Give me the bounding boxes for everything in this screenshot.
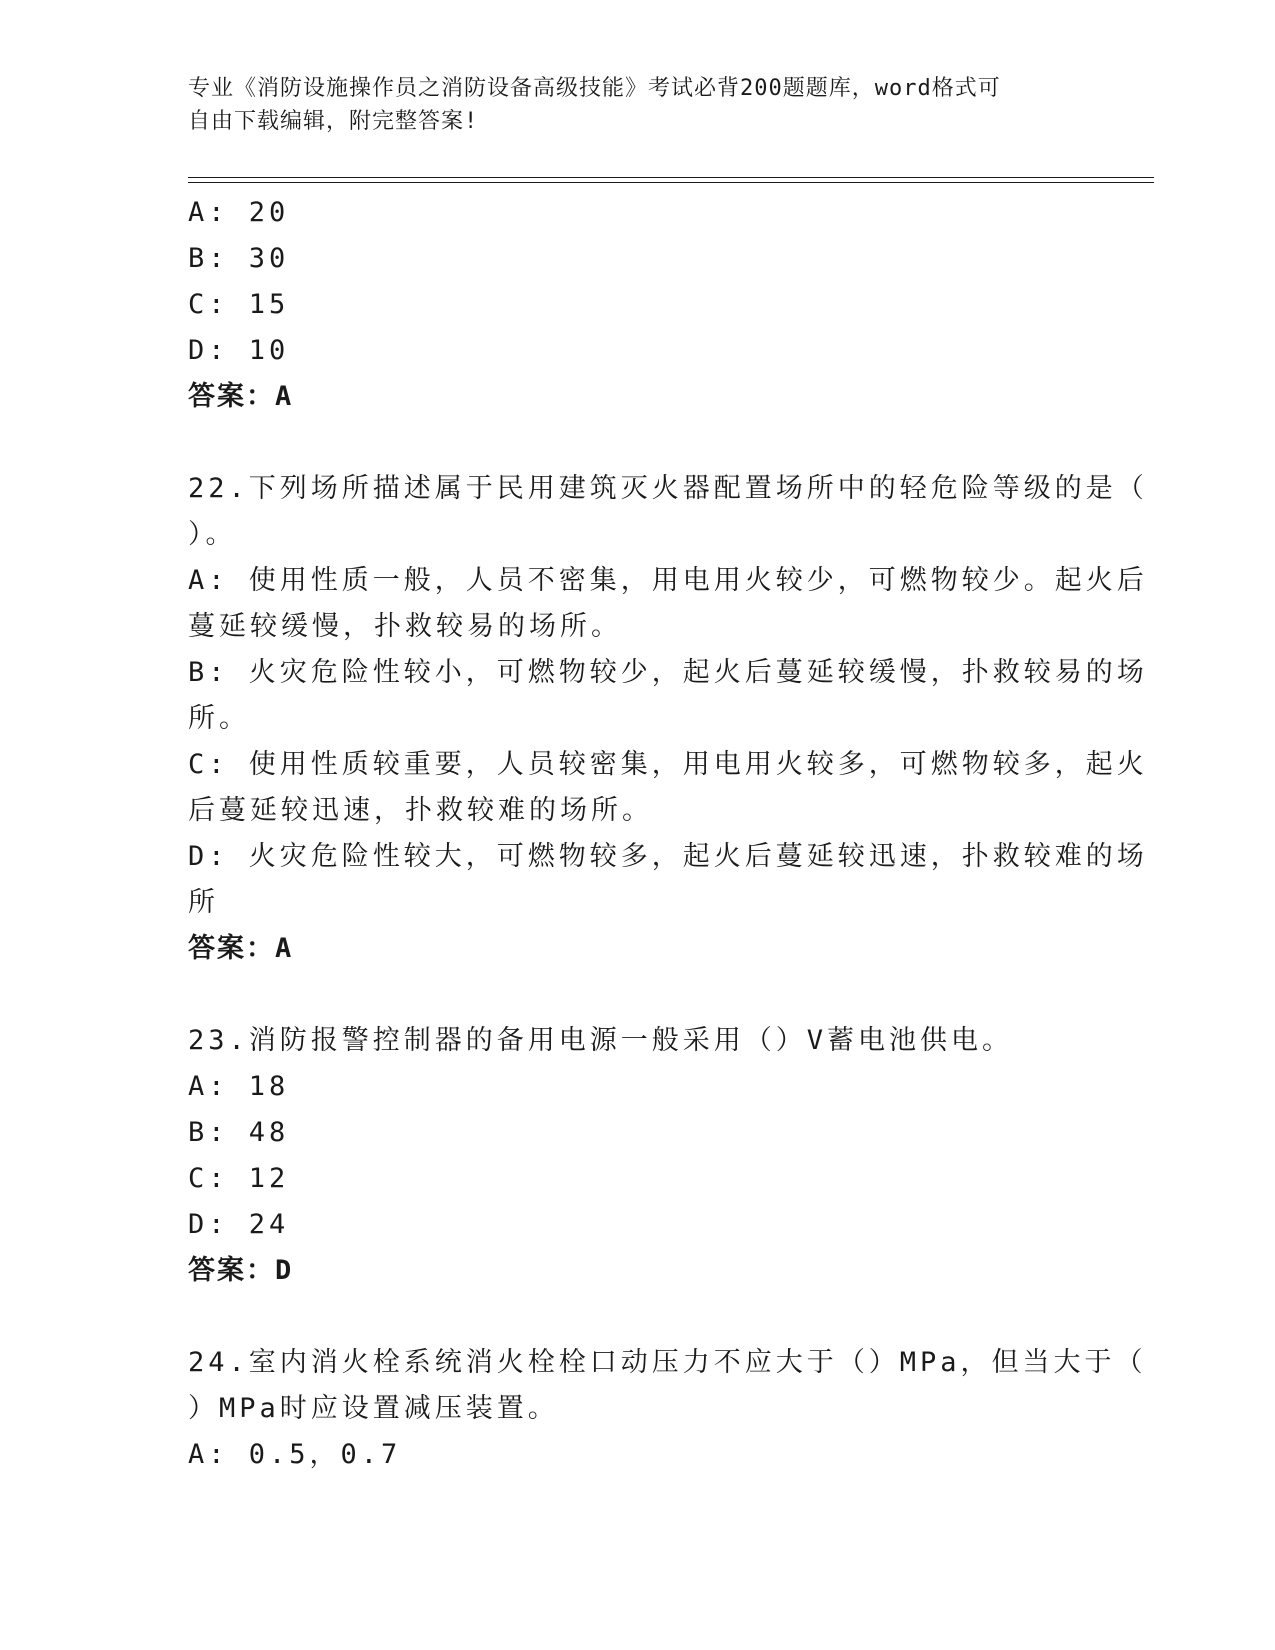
spacer bbox=[188, 1294, 1068, 1340]
answer: 答案：D bbox=[188, 1255, 294, 1286]
option-b: B: 48 bbox=[188, 1117, 290, 1148]
question-24 bbox=[188, 1340, 1147, 1478]
spacer bbox=[188, 972, 1068, 1018]
question-22 bbox=[188, 466, 1148, 972]
header-line-2: 自由下载编辑，附完整答案! bbox=[188, 109, 479, 134]
option-b-cont: 所。 bbox=[188, 703, 250, 734]
option-d-cont: 所 bbox=[188, 887, 219, 918]
option-d: D: 10 bbox=[188, 335, 290, 366]
header-rule-top bbox=[188, 177, 1154, 178]
answer: 答案：A bbox=[188, 381, 294, 412]
option-a-cont: 蔓延较缓慢，扑救较易的场所。 bbox=[188, 611, 622, 642]
answer: 答案：A bbox=[188, 933, 294, 964]
question-stem-cont: ）MPa时应设置减压装置。 bbox=[188, 1393, 559, 1424]
option-a: A: 20 bbox=[188, 197, 290, 228]
document-header bbox=[188, 72, 1088, 138]
option-c: C: 15 bbox=[188, 289, 290, 320]
spacer bbox=[188, 420, 1068, 466]
option-c: C: 使用性质较重要，人员较密集，用电用火较多，可燃物较多，起火 bbox=[188, 749, 1148, 780]
option-c: C: 12 bbox=[188, 1163, 290, 1194]
question-stem-cont: ）。 bbox=[188, 519, 237, 550]
option-b: B: 火灾危险性较小，可燃物较少，起火后蔓延较缓慢，扑救较易的场 bbox=[188, 657, 1148, 688]
option-d: D: 24 bbox=[188, 1209, 290, 1240]
option-c-cont: 后蔓延较迅速，扑救较难的场所。 bbox=[188, 795, 653, 826]
option-a: A: 使用性质一般，人员不密集，用电用火较少，可燃物较少。起火后 bbox=[188, 565, 1148, 596]
question-23 bbox=[188, 1018, 1068, 1294]
question-stem: 22.下列场所描述属于民用建筑灭火器配置场所中的轻危险等级的是（ bbox=[188, 473, 1148, 504]
header-rule-bottom bbox=[188, 182, 1154, 183]
option-a: A: 0.5，0.7 bbox=[188, 1439, 402, 1470]
question-stem: 23.消防报警控制器的备用电源一般采用（）V蓄电池供电。 bbox=[188, 1025, 1014, 1056]
question-content bbox=[188, 190, 1148, 1478]
option-d: D: 火灾危险性较大，可燃物较多，起火后蔓延较迅速，扑救较难的场 bbox=[188, 841, 1148, 872]
option-b: B: 30 bbox=[188, 243, 290, 274]
question-21 bbox=[188, 190, 1068, 420]
option-a: A: 18 bbox=[188, 1071, 290, 1102]
header-line-1: 专业《消防设施操作员之消防设备高级技能》考试必背200题题库，word格式可 bbox=[188, 76, 1001, 101]
question-stem: 24.室内消火栓系统消火栓栓口动压力不应大于（）MPa，但当大于（ bbox=[188, 1347, 1147, 1378]
